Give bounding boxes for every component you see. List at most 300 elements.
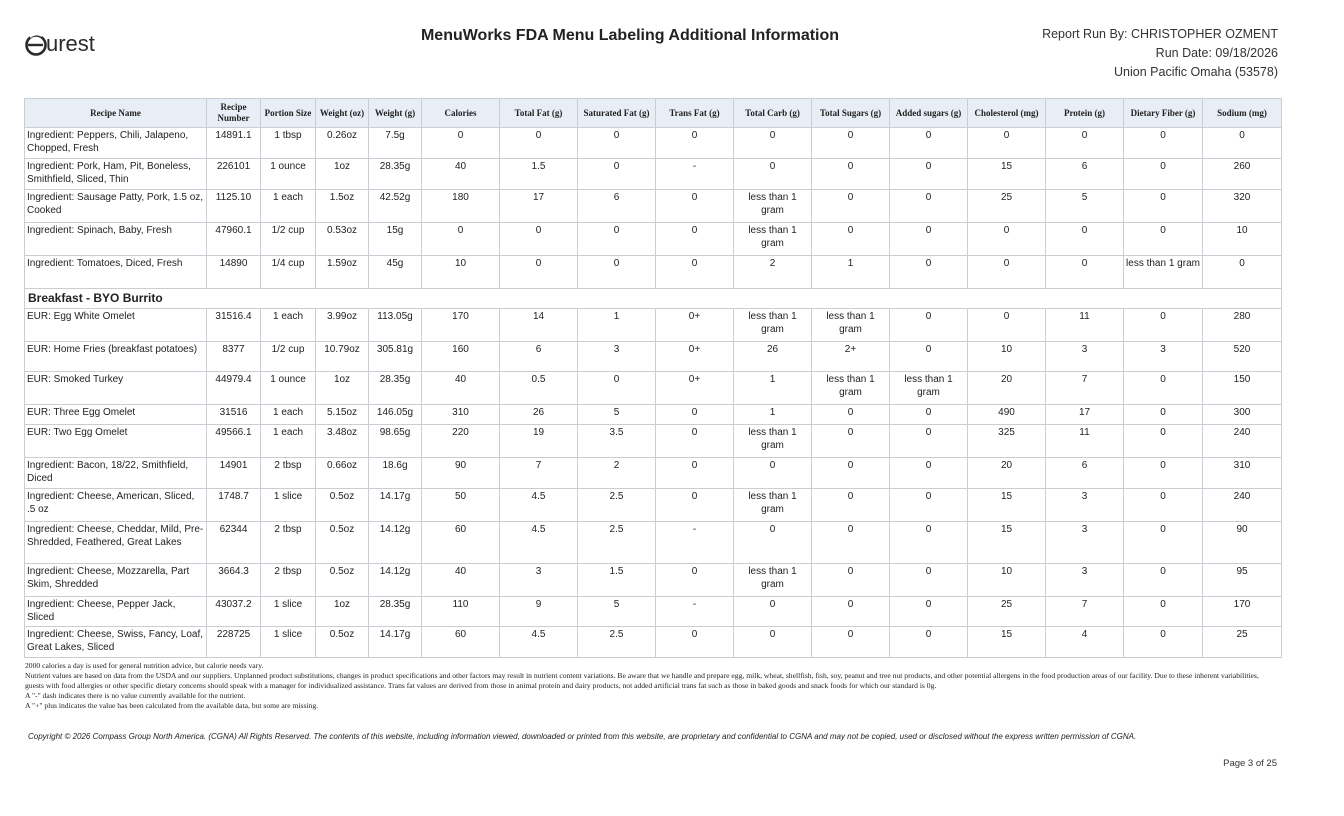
- table-row: [25, 522, 1282, 564]
- table-cell: 3: [1124, 342, 1203, 372]
- table-cell: 0: [734, 458, 812, 489]
- col-header: Recipe Number: [207, 99, 261, 128]
- table-cell: 15: [968, 522, 1046, 564]
- table-cell: 0: [812, 128, 890, 159]
- page-number: Page 3 of 25: [1223, 758, 1277, 769]
- table-cell: 3664.3: [207, 564, 261, 597]
- table-cell: 0: [812, 425, 890, 458]
- table-cell: 1: [812, 256, 890, 289]
- table-cell: 10: [968, 564, 1046, 597]
- table-cell: 0: [578, 372, 656, 405]
- table-cell: 220: [422, 425, 500, 458]
- table-cell: 1748.7: [207, 489, 261, 522]
- table-cell: 1oz: [316, 597, 369, 627]
- table-cell: 3: [1046, 564, 1124, 597]
- table-cell: 146.05g: [369, 405, 422, 425]
- report-title: MenuWorks FDA Menu Labeling Additional Information: [420, 27, 840, 44]
- table-cell: 1125.10: [207, 190, 261, 223]
- table-cell: 0: [1124, 564, 1203, 597]
- table-cell: 280: [1203, 309, 1282, 342]
- table-cell: 0.5oz: [316, 627, 369, 658]
- table-cell: 18.6g: [369, 458, 422, 489]
- recipe-name-cell: Ingredient: Cheese, Pepper Jack, Sliced: [25, 597, 207, 627]
- table-cell: 0: [890, 597, 968, 627]
- table-cell: 520: [1203, 342, 1282, 372]
- table-cell: 0: [656, 223, 734, 256]
- recipe-name-cell: Ingredient: Pork, Ham, Pit, Boneless, Smithfield, Sliced, Thin: [25, 159, 207, 190]
- col-header: Weight (oz): [316, 99, 369, 128]
- table-cell: 0.5oz: [316, 489, 369, 522]
- table-cell: 0: [1124, 522, 1203, 564]
- table-cell: 7: [500, 458, 578, 489]
- table-cell: 3.5: [578, 425, 656, 458]
- table-cell: 98.65g: [369, 425, 422, 458]
- table-cell: less than 1 gram: [734, 309, 812, 342]
- table-cell: 14.17g: [369, 627, 422, 658]
- table-cell: 0: [1124, 309, 1203, 342]
- table-cell: 60: [422, 627, 500, 658]
- table-row: [25, 256, 1282, 289]
- table-cell: 0: [812, 405, 890, 425]
- table-cell: -: [656, 522, 734, 564]
- report-run-by: Report Run By: CHRISTOPHER OZMENT: [1042, 27, 1278, 41]
- table-cell: 0: [812, 223, 890, 256]
- col-header: Total Carb (g): [734, 99, 812, 128]
- table-cell: 0: [890, 190, 968, 223]
- table-cell: 0: [656, 489, 734, 522]
- table-cell: 3: [500, 564, 578, 597]
- footnote: A "-" dash indicates there is no value currently available for the nutrient.: [25, 691, 246, 700]
- table-row: [25, 159, 1282, 190]
- table-cell: 20: [968, 458, 1046, 489]
- table-cell: 0: [890, 458, 968, 489]
- table-cell: 10: [422, 256, 500, 289]
- table-cell: 300: [1203, 405, 1282, 425]
- recipe-name-cell: EUR: Home Fries (breakfast potatoes): [25, 342, 207, 372]
- table-cell: 44979.4: [207, 372, 261, 405]
- table-cell: 0: [656, 405, 734, 425]
- table-row: [25, 458, 1282, 489]
- table-cell: 1 each: [261, 190, 316, 223]
- table-cell: 17: [500, 190, 578, 223]
- table-row: [25, 564, 1282, 597]
- table-row: [25, 405, 1282, 425]
- table-cell: 0: [890, 159, 968, 190]
- table-cell: 26: [734, 342, 812, 372]
- table-cell: 26: [500, 405, 578, 425]
- table-cell: 0: [1124, 405, 1203, 425]
- table-cell: 15: [968, 159, 1046, 190]
- nutrition-table: [24, 98, 1282, 658]
- table-cell: 0: [890, 128, 968, 159]
- table-cell: less than 1 gram: [812, 309, 890, 342]
- table-cell: 1 ounce: [261, 372, 316, 405]
- col-header: Total Fat (g): [500, 99, 578, 128]
- section-row: [25, 289, 1282, 309]
- table-row: [25, 128, 1282, 159]
- table-cell: 490: [968, 405, 1046, 425]
- table-cell: 15g: [369, 223, 422, 256]
- table-cell: less than 1 gram: [734, 564, 812, 597]
- table-cell: 1 slice: [261, 627, 316, 658]
- table-cell: 62344: [207, 522, 261, 564]
- table-cell: 10.79oz: [316, 342, 369, 372]
- col-header: Portion Size: [261, 99, 316, 128]
- table-cell: 0: [812, 564, 890, 597]
- table-cell: 0: [734, 128, 812, 159]
- table-cell: 25: [1203, 627, 1282, 658]
- table-cell: 2.5: [578, 522, 656, 564]
- table-cell: 0: [890, 223, 968, 256]
- table-cell: 1: [734, 405, 812, 425]
- table-row: [25, 223, 1282, 256]
- col-header: Dietary Fiber (g): [1124, 99, 1203, 128]
- table-cell: less than 1 gram: [734, 190, 812, 223]
- table-cell: 0: [890, 309, 968, 342]
- location-name: Union Pacific Omaha (53578): [1114, 65, 1278, 79]
- table-cell: 0: [890, 564, 968, 597]
- table-cell: 0: [500, 223, 578, 256]
- table-cell: 1.59oz: [316, 256, 369, 289]
- col-header: Calories: [422, 99, 500, 128]
- table-cell: 0: [968, 223, 1046, 256]
- table-cell: 7.5g: [369, 128, 422, 159]
- table-cell: 1.5: [578, 564, 656, 597]
- table-cell: 0+: [656, 372, 734, 405]
- col-header: Added sugars (g): [890, 99, 968, 128]
- table-cell: 0: [656, 190, 734, 223]
- table-cell: 0: [1203, 128, 1282, 159]
- table-cell: 3.99oz: [316, 309, 369, 342]
- table-cell: 5: [578, 405, 656, 425]
- recipe-name-cell: Ingredient: Sausage Patty, Pork, 1.5 oz, Cooked: [25, 190, 207, 223]
- table-cell: 1 each: [261, 309, 316, 342]
- col-header: Protein (g): [1046, 99, 1124, 128]
- recipe-name-cell: EUR: Two Egg Omelet: [25, 425, 207, 458]
- table-cell: 25: [968, 190, 1046, 223]
- table-cell: 0.53oz: [316, 223, 369, 256]
- table-row: [25, 489, 1282, 522]
- table-cell: 0: [734, 627, 812, 658]
- table-row: [25, 425, 1282, 458]
- table-cell: 2: [734, 256, 812, 289]
- table-cell: 0: [890, 489, 968, 522]
- recipe-name-cell: Ingredient: Cheese, American, Sliced, .5 oz: [25, 489, 207, 522]
- table-cell: 305.81g: [369, 342, 422, 372]
- table-cell: 240: [1203, 489, 1282, 522]
- table-cell: less than 1 gram: [890, 372, 968, 405]
- table-cell: 0: [890, 342, 968, 372]
- table-cell: 1oz: [316, 159, 369, 190]
- table-cell: 6: [578, 190, 656, 223]
- table-cell: 2.5: [578, 627, 656, 658]
- table-cell: 1: [734, 372, 812, 405]
- table-cell: 14901: [207, 458, 261, 489]
- table-cell: 31516.4: [207, 309, 261, 342]
- table-cell: 0+: [656, 342, 734, 372]
- eurest-logo: [25, 28, 125, 60]
- col-header: Weight (g): [369, 99, 422, 128]
- table-cell: 0: [1046, 128, 1124, 159]
- table-cell: 9: [500, 597, 578, 627]
- col-header: Total Sugars (g): [812, 99, 890, 128]
- table-cell: 0: [890, 522, 968, 564]
- table-cell: 1 slice: [261, 489, 316, 522]
- table-cell: 50: [422, 489, 500, 522]
- table-cell: 1 ounce: [261, 159, 316, 190]
- col-header: Sodium (mg): [1203, 99, 1282, 128]
- table-cell: 10: [968, 342, 1046, 372]
- table-cell: 228725: [207, 627, 261, 658]
- table-cell: 0: [890, 405, 968, 425]
- table-cell: 2+: [812, 342, 890, 372]
- table-cell: less than 1 gram: [734, 223, 812, 256]
- table-cell: 260: [1203, 159, 1282, 190]
- table-cell: 0: [890, 425, 968, 458]
- table-cell: 14: [500, 309, 578, 342]
- table-cell: 0: [812, 489, 890, 522]
- table-cell: 0: [656, 627, 734, 658]
- table-cell: 2 tbsp: [261, 522, 316, 564]
- table-cell: 45g: [369, 256, 422, 289]
- table-cell: 95: [1203, 564, 1282, 597]
- table-cell: 1/2 cup: [261, 223, 316, 256]
- footnote: Nutrient values are based on data from the USDA and our suppliers. Unplanned product substitutions, changes in product specifications and other factors may result in nutrient content variations. Be aware that we handle and prepare egg, milk, wheat, shellfish, fish, soy, peanut and tree nut products, and other potential allergens in the food production areas of our facility. Due to these inherent variabilities, guests with food allergies or other specific dietary concerns should speak with a manager for individualized assistance. Trans fat values are derived from those in animal protein and dairy products, not added artificial trans fat such as those in baked goods and snack foods for which our standard is 0g.: [25, 671, 1259, 690]
- table-cell: 110: [422, 597, 500, 627]
- recipe-name-cell: Ingredient: Spinach, Baby, Fresh: [25, 223, 207, 256]
- table-cell: 2: [578, 458, 656, 489]
- table-row: [25, 342, 1282, 372]
- table-cell: 0: [1046, 223, 1124, 256]
- table-cell: 14.12g: [369, 564, 422, 597]
- table-cell: 2 tbsp: [261, 564, 316, 597]
- table-cell: 0: [812, 522, 890, 564]
- table-cell: 90: [422, 458, 500, 489]
- table-cell: 320: [1203, 190, 1282, 223]
- col-header: Cholesterol (mg): [968, 99, 1046, 128]
- table-cell: 8377: [207, 342, 261, 372]
- table-row: [25, 190, 1282, 223]
- table-cell: 0: [422, 128, 500, 159]
- table-cell: 3: [578, 342, 656, 372]
- table-cell: 0: [812, 190, 890, 223]
- table-cell: 14891.1: [207, 128, 261, 159]
- table-cell: 1: [578, 309, 656, 342]
- table-cell: 0: [890, 627, 968, 658]
- table-row: [25, 627, 1282, 658]
- table-cell: less than 1 gram: [734, 425, 812, 458]
- table-cell: 0: [1124, 597, 1203, 627]
- table-cell: 0: [812, 458, 890, 489]
- table-cell: 0: [1124, 128, 1203, 159]
- col-header: Trans Fat (g): [656, 99, 734, 128]
- table-cell: 31516: [207, 405, 261, 425]
- table-cell: 170: [422, 309, 500, 342]
- table-cell: 1 each: [261, 405, 316, 425]
- recipe-name-cell: Ingredient: Bacon, 18/22, Smithfield, Diced: [25, 458, 207, 489]
- table-cell: 310: [422, 405, 500, 425]
- table-row: [25, 597, 1282, 627]
- footnote: 2000 calories a day is used for general nutrition advice, but calorie needs vary.: [25, 661, 264, 670]
- table-cell: 240: [1203, 425, 1282, 458]
- table-cell: 0.66oz: [316, 458, 369, 489]
- table-cell: 0+: [656, 309, 734, 342]
- table-cell: 49566.1: [207, 425, 261, 458]
- table-cell: 28.35g: [369, 597, 422, 627]
- table-cell: 17: [1046, 405, 1124, 425]
- table-cell: 0: [968, 256, 1046, 289]
- table-cell: 0: [656, 256, 734, 289]
- recipe-name-cell: EUR: Egg White Omelet: [25, 309, 207, 342]
- table-cell: 40: [422, 372, 500, 405]
- table-cell: 7: [1046, 597, 1124, 627]
- table-cell: -: [656, 597, 734, 627]
- table-cell: 6: [500, 342, 578, 372]
- table-cell: 2 tbsp: [261, 458, 316, 489]
- table-cell: 0: [1124, 489, 1203, 522]
- table-cell: 15: [968, 627, 1046, 658]
- table-cell: 11: [1046, 425, 1124, 458]
- copyright-notice: Copyright © 2026 Compass Group North America. (CGNA) All Rights Reserved. The contents of this website, including information viewed, downloaded or printed from this website, are proprietary and confidential to CGNA and may not be copied, used or disclosed without the express written permission of CGNA.: [28, 732, 1137, 741]
- recipe-name-cell: EUR: Smoked Turkey: [25, 372, 207, 405]
- col-header: Recipe Name: [25, 99, 207, 128]
- table-cell: 0: [500, 128, 578, 159]
- table-cell: 0.5oz: [316, 522, 369, 564]
- table-cell: 0: [656, 128, 734, 159]
- table-cell: 226101: [207, 159, 261, 190]
- recipe-name-cell: Ingredient: Cheese, Cheddar, Mild, Pre-Shredded, Feathered, Great Lakes: [25, 522, 207, 564]
- svg-text:urest: urest: [46, 31, 95, 56]
- table-cell: 1 each: [261, 425, 316, 458]
- table-cell: 14.12g: [369, 522, 422, 564]
- table-cell: 0: [422, 223, 500, 256]
- table-cell: 0: [1124, 425, 1203, 458]
- table-cell: 42.52g: [369, 190, 422, 223]
- table-cell: 0: [812, 627, 890, 658]
- table-cell: 0: [578, 159, 656, 190]
- table-cell: 3: [1046, 522, 1124, 564]
- table-cell: 0.5: [500, 372, 578, 405]
- table-cell: 15: [968, 489, 1046, 522]
- table-cell: 4.5: [500, 489, 578, 522]
- table-cell: 6: [1046, 159, 1124, 190]
- table-cell: 0: [1046, 256, 1124, 289]
- table-cell: 150: [1203, 372, 1282, 405]
- recipe-name-cell: Ingredient: Cheese, Mozzarella, Part Skim, Shredded: [25, 564, 207, 597]
- run-date: Run Date: 09/18/2026: [1155, 46, 1278, 60]
- table-cell: 1.5: [500, 159, 578, 190]
- table-row: [25, 309, 1282, 342]
- table-cell: 1.5oz: [316, 190, 369, 223]
- table-row: [25, 372, 1282, 405]
- table-cell: 0: [734, 522, 812, 564]
- table-cell: 20: [968, 372, 1046, 405]
- table-cell: 0: [890, 256, 968, 289]
- recipe-name-cell: EUR: Three Egg Omelet: [25, 405, 207, 425]
- recipe-name-cell: Ingredient: Tomatoes, Diced, Fresh: [25, 256, 207, 289]
- table-cell: -: [656, 159, 734, 190]
- table-cell: 0: [1124, 190, 1203, 223]
- table-cell: 0: [656, 458, 734, 489]
- table-cell: 19: [500, 425, 578, 458]
- table-cell: 0: [812, 597, 890, 627]
- table-cell: 310: [1203, 458, 1282, 489]
- table-cell: 0: [500, 256, 578, 289]
- table-cell: 5.15oz: [316, 405, 369, 425]
- table-cell: 14890: [207, 256, 261, 289]
- table-cell: 0.5oz: [316, 564, 369, 597]
- table-cell: 1/4 cup: [261, 256, 316, 289]
- table-cell: 28.35g: [369, 372, 422, 405]
- recipe-name-cell: Ingredient: Cheese, Swiss, Fancy, Loaf, Great Lakes, Sliced: [25, 627, 207, 658]
- table-cell: 1 tbsp: [261, 128, 316, 159]
- table-body: [25, 128, 1282, 658]
- table-cell: 0: [1124, 223, 1203, 256]
- table-cell: 5: [1046, 190, 1124, 223]
- col-header: Saturated Fat (g): [578, 99, 656, 128]
- table-cell: 0: [1203, 256, 1282, 289]
- table-cell: 170: [1203, 597, 1282, 627]
- table-cell: 4.5: [500, 627, 578, 658]
- table-cell: 0: [578, 128, 656, 159]
- report-meta: [1042, 25, 1278, 82]
- table-cell: 47960.1: [207, 223, 261, 256]
- table-cell: less than 1 gram: [812, 372, 890, 405]
- table-cell: 4.5: [500, 522, 578, 564]
- table-cell: 0: [734, 159, 812, 190]
- table-cell: 60: [422, 522, 500, 564]
- table-cell: less than 1 gram: [734, 489, 812, 522]
- table-cell: 7: [1046, 372, 1124, 405]
- table-cell: 90: [1203, 522, 1282, 564]
- section-label: Breakfast - BYO Burrito: [25, 289, 1282, 309]
- table-cell: 1oz: [316, 372, 369, 405]
- table-cell: 2.5: [578, 489, 656, 522]
- table-cell: 0.26oz: [316, 128, 369, 159]
- table-cell: 40: [422, 564, 500, 597]
- table-cell: 43037.2: [207, 597, 261, 627]
- table-cell: 0: [1124, 159, 1203, 190]
- table-cell: 28.35g: [369, 159, 422, 190]
- table-cell: 0: [1124, 372, 1203, 405]
- table-cell: 40: [422, 159, 500, 190]
- table-cell: 6: [1046, 458, 1124, 489]
- table-cell: 0: [968, 309, 1046, 342]
- table-cell: less than 1 gram: [1124, 256, 1203, 289]
- table-cell: 0: [1124, 458, 1203, 489]
- table-cell: 113.05g: [369, 309, 422, 342]
- table-header-row: [25, 99, 1282, 128]
- table-cell: 0: [578, 223, 656, 256]
- table-cell: 11: [1046, 309, 1124, 342]
- table-cell: 3: [1046, 489, 1124, 522]
- table-cell: 0: [968, 128, 1046, 159]
- table-cell: 25: [968, 597, 1046, 627]
- table-cell: 0: [734, 597, 812, 627]
- footnote: A "+" plus indicates the value has been calculated from the available data, but some are missing.: [25, 701, 319, 710]
- table-cell: 5: [578, 597, 656, 627]
- table-cell: 3: [1046, 342, 1124, 372]
- table-cell: 0: [578, 256, 656, 289]
- table-cell: 1 slice: [261, 597, 316, 627]
- table-cell: 180: [422, 190, 500, 223]
- recipe-name-cell: Ingredient: Peppers, Chili, Jalapeno, Chopped, Fresh: [25, 128, 207, 159]
- table-cell: 4: [1046, 627, 1124, 658]
- table-cell: 160: [422, 342, 500, 372]
- table-cell: 0: [812, 159, 890, 190]
- table-cell: 325: [968, 425, 1046, 458]
- table-cell: 14.17g: [369, 489, 422, 522]
